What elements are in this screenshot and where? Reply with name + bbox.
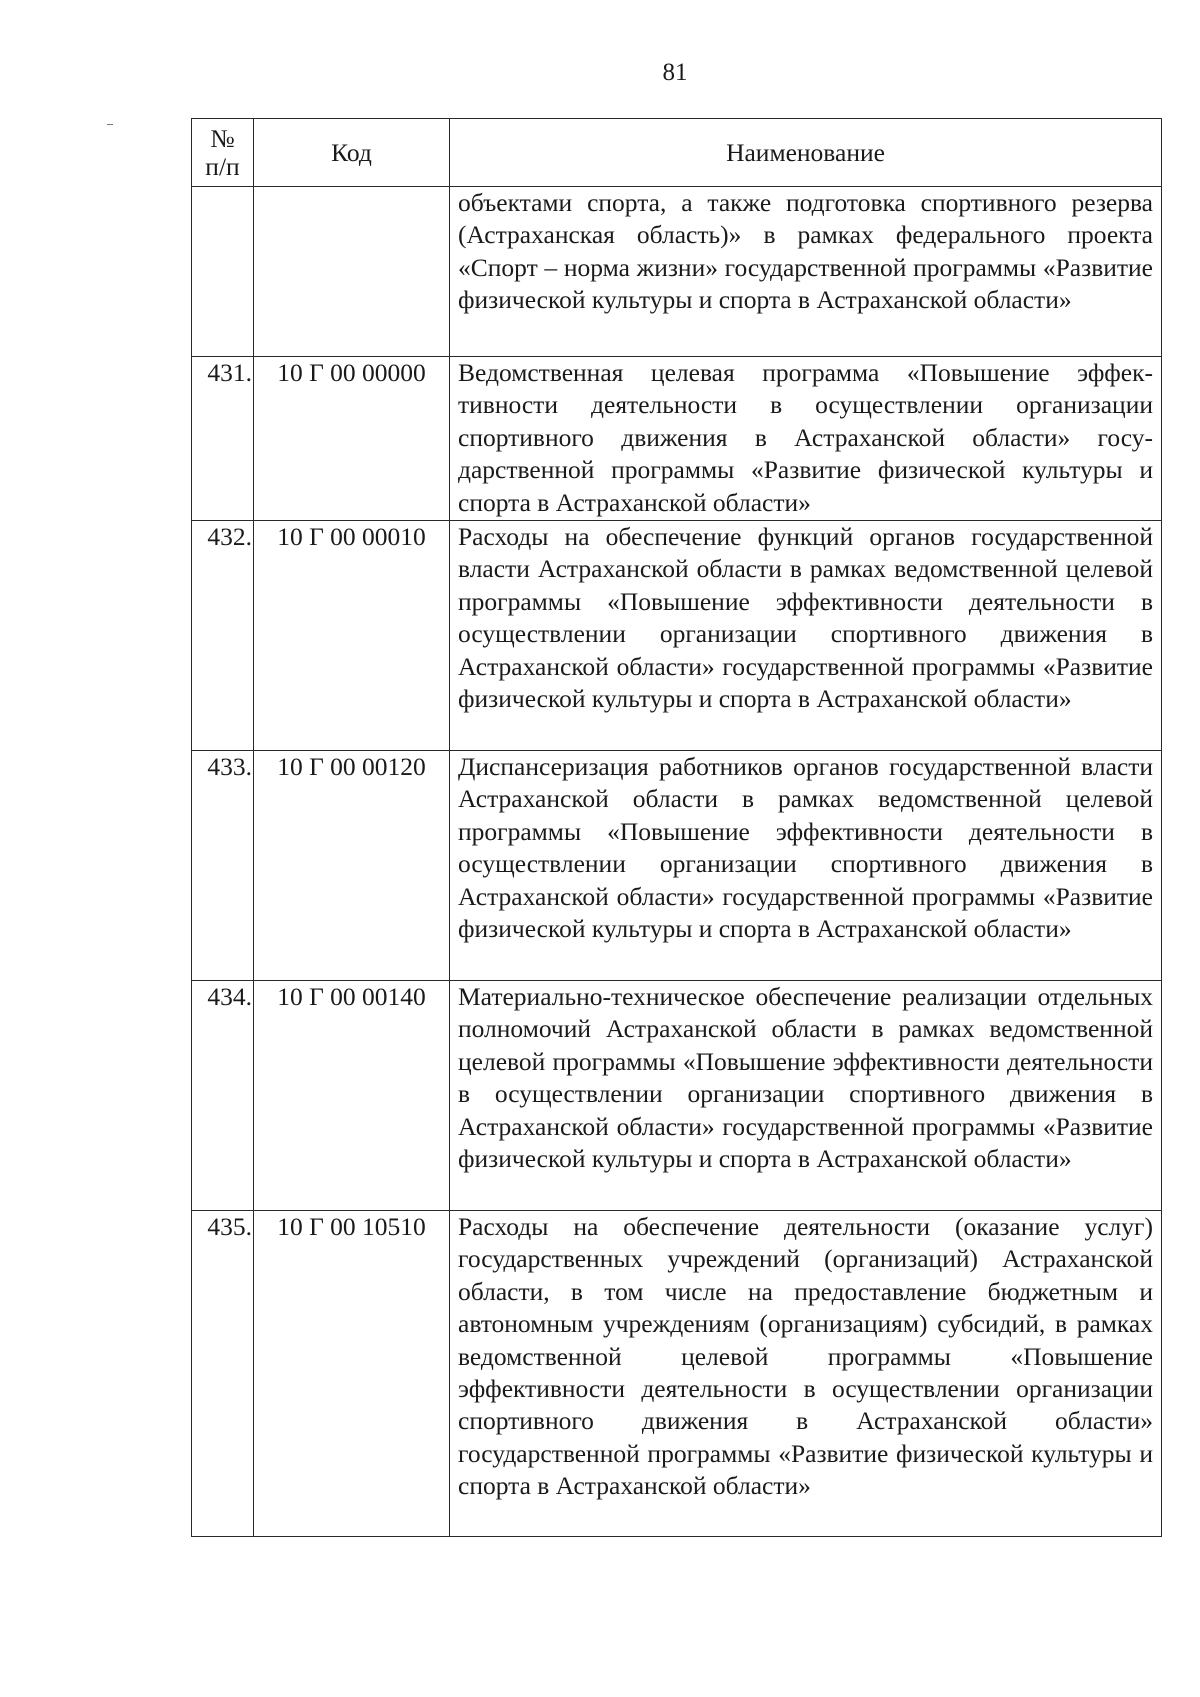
header-num: [192, 119, 254, 187]
row-code: 10 Г 00 00000: [254, 357, 450, 521]
row-name-text: Расходы на обеспечение функций органов государственной власти Астраханской области в рамках ведомственной целевой программы «Повышение эффективности деятельности в осуществлении организации спортивного движения в Астраханской области» государственной программы «Развитие физической культуры и спорта в Астраханской области»: [458, 522, 1153, 714]
row-num-text: 434.: [207, 982, 252, 1011]
table-row: [192, 1211, 1162, 1537]
row-name: [450, 1211, 1162, 1537]
row-num-text: 433.: [207, 752, 252, 781]
table-row: [192, 981, 1162, 1211]
codes-table: [191, 118, 1162, 1537]
row-num-text: 435.: [207, 1212, 252, 1241]
table-row: [192, 357, 1162, 521]
row-num-text: 432.: [207, 522, 252, 551]
row-name-text: Материально-техническое обеспечение реализации отдельных полномочий Астраханской области в рамках ведомственной целевой программы «Повышение эффективности деятельности в осуществлении организации спортивного движения в Астраханской области» государственной программы «Развитие физической культуры и спорта в Астраханской области»: [458, 982, 1153, 1174]
row-code: 10 Г 00 00010: [254, 521, 450, 751]
header-num-symbol: №: [210, 123, 235, 153]
margin-mark: [107, 124, 113, 125]
header-code: Код: [254, 119, 450, 187]
row-num: [192, 751, 254, 981]
row-name-text: объектами спорта, а также подготовка спортивного резерва (Астраханская область)» в рамках федерального проекта «Спорт – норма жизни» государственной программы «Развитие физической культуры и спорта в Астраханской области»: [458, 188, 1153, 315]
row-name: [450, 981, 1162, 1211]
row-name-text: Расходы на обеспечение деятельности (оказание услуг) государственных учреждений (организаций) Астраханской области, в том числе на предоставление бюджетным и автономным учреждениям (организациям) субсидий, в рамках ведомственной целевой программы «Повышение эффективности деятельности в осуществлении организации спортивного движения в Астраханской области» государственной программы «Развитие физической культуры и спорта в Астраханской области»: [458, 1212, 1153, 1501]
row-num: [192, 357, 254, 521]
row-name: [450, 521, 1162, 751]
row-num: [192, 1211, 254, 1537]
row-name-text: Ведомственная целевая программа «Повышение эффективности деятельности в осуществлении организации спортивного движения в Астраханской области» государственной программы «Развитие физической культуры и спорта в Астраханской области»: [458, 358, 1153, 517]
row-code: 10 Г 00 00140: [254, 981, 450, 1211]
header-num-abbrev: п/п: [205, 151, 240, 181]
row-num-text: 431.: [207, 358, 252, 387]
page-number: 81: [662, 59, 688, 86]
row-num: [192, 981, 254, 1211]
row-name-text: Диспансеризация работников органов государственной власти Астраханской области в рамках ведомственной целевой программы «Повышение эффективности деятельности в осуществлении организации спортивного движения в Астраханской области» государственной программы «Развитие физической культуры и спорта в Астраханской области»: [458, 752, 1153, 944]
table-row: [192, 521, 1162, 751]
row-code: 10 Г 00 10510: [254, 1211, 450, 1537]
table-row: [192, 751, 1162, 981]
row-num: [192, 187, 254, 357]
row-name: [450, 357, 1162, 521]
row-code: 10 Г 00 00120: [254, 751, 450, 981]
header-name: Наименование: [450, 119, 1162, 187]
row-name: [450, 751, 1162, 981]
row-name: [450, 187, 1162, 357]
row-num: [192, 521, 254, 751]
table-row: [192, 187, 1162, 357]
row-code: [254, 187, 450, 357]
table-header-row: [192, 119, 1162, 187]
